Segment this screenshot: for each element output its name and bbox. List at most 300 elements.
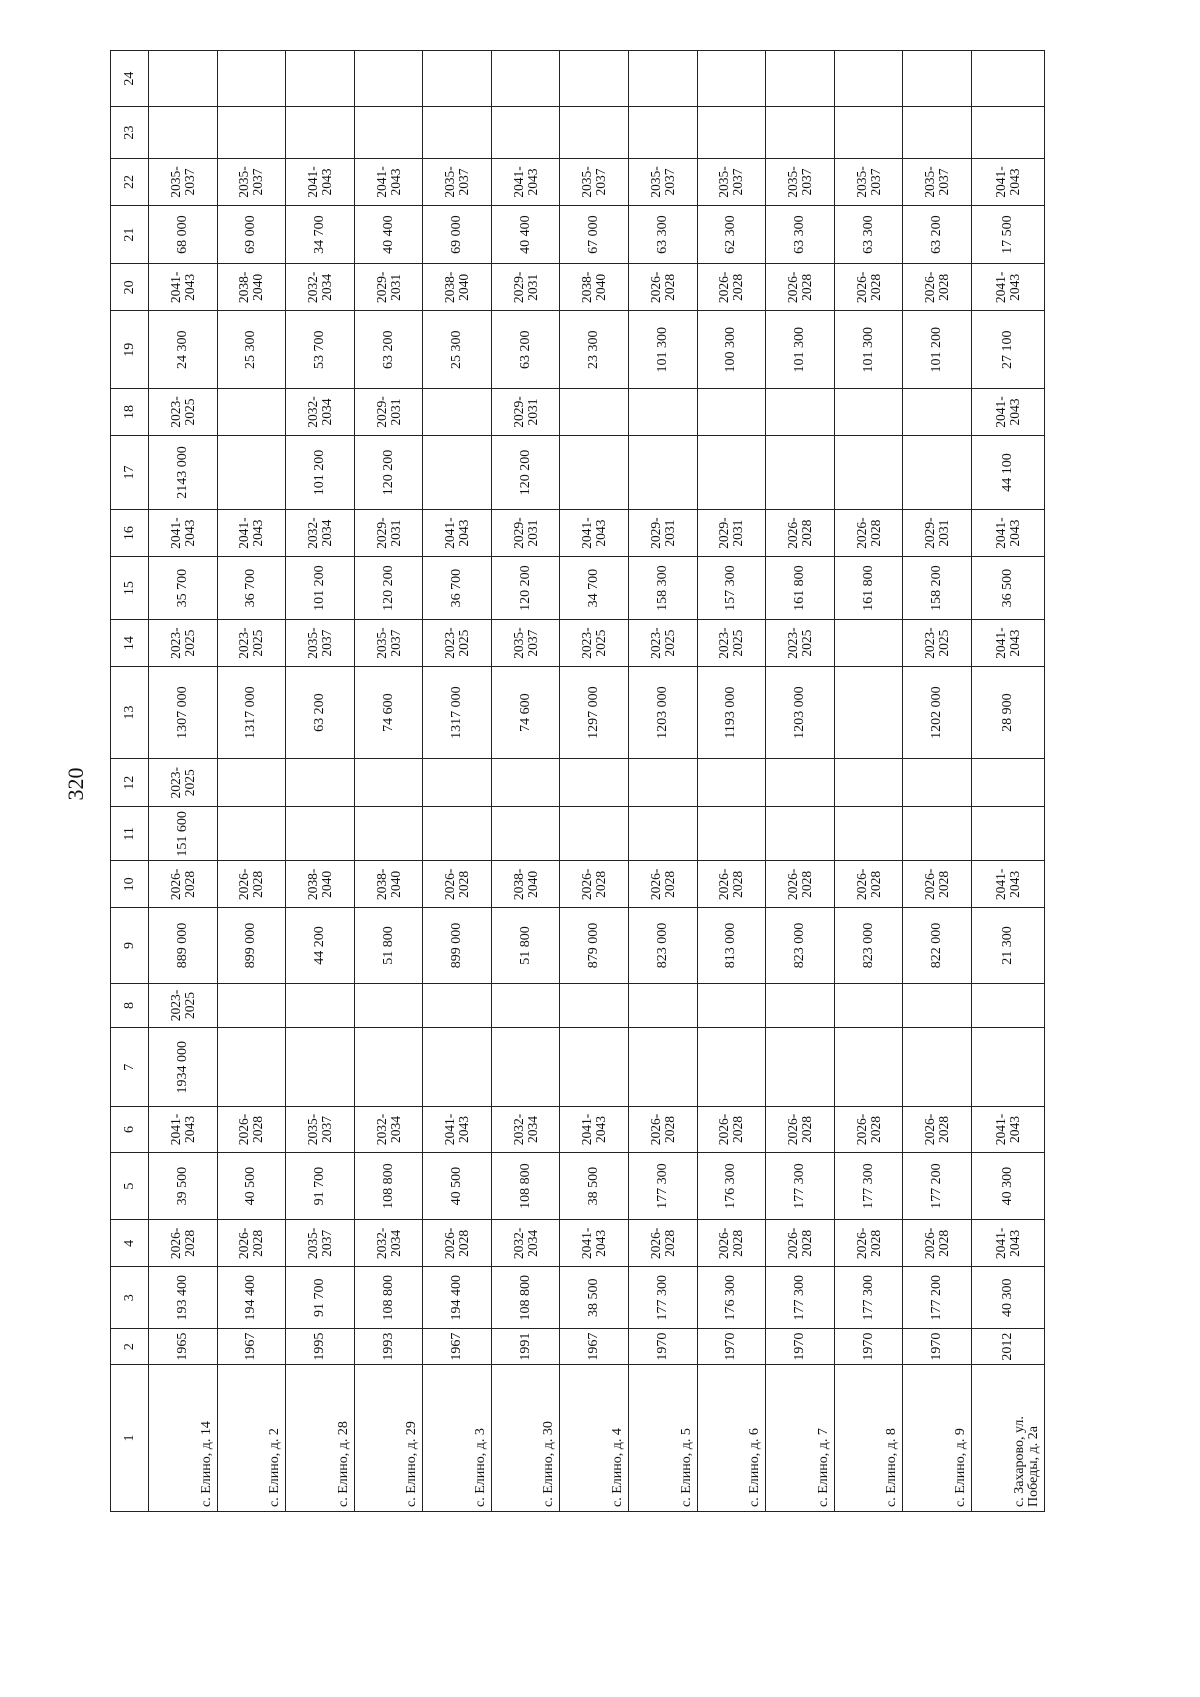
- table-cell: 161 800: [834, 557, 903, 620]
- table-cell: 194 400: [423, 1267, 492, 1329]
- table-cell: [286, 1028, 355, 1107]
- address-cell: с. Елино, д. 8: [834, 1365, 903, 1512]
- address-cell: с. Елино, д. 3: [423, 1365, 492, 1512]
- table-cell: 2035- 2037: [423, 158, 492, 205]
- table-cell: [697, 388, 766, 435]
- table-cell: 2038- 2040: [217, 264, 286, 311]
- table-cell: [286, 983, 355, 1028]
- table-cell: [834, 983, 903, 1028]
- table-cell: 74 600: [491, 667, 560, 759]
- table-cell: [697, 51, 766, 107]
- table-cell: [697, 107, 766, 159]
- table-cell: 2026- 2028: [697, 264, 766, 311]
- table-cell: [217, 51, 286, 107]
- table-cell: [560, 983, 629, 1028]
- table-cell: 91 700: [286, 1267, 355, 1329]
- table-cell: 38 500: [560, 1152, 629, 1219]
- table-cell: 2041- 2043: [560, 1106, 629, 1152]
- table-cell: 2029- 2031: [903, 510, 972, 557]
- table-cell: 2032- 2034: [286, 510, 355, 557]
- column-header-7: 7: [111, 1028, 149, 1107]
- table-cell: 40 300: [971, 1152, 1044, 1219]
- column-header-18: 18: [111, 388, 149, 435]
- table-cell: [629, 807, 698, 861]
- table-cell: [903, 51, 972, 107]
- table-cell: 2035- 2037: [491, 620, 560, 667]
- table-cell: 2026- 2028: [149, 1220, 218, 1267]
- table-cell: 2026- 2028: [697, 861, 766, 908]
- table-row: [491, 51, 560, 1512]
- table-cell: [217, 807, 286, 861]
- table-cell: 2041- 2043: [149, 510, 218, 557]
- table-cell: 51 800: [354, 908, 423, 983]
- table-cell: 63 200: [286, 667, 355, 759]
- table-cell: 2032- 2034: [354, 1106, 423, 1152]
- table-cell: 35 700: [149, 557, 218, 620]
- column-header-19: 19: [111, 311, 149, 388]
- table-cell: [423, 983, 492, 1028]
- table-cell: 101 300: [766, 311, 835, 388]
- table-cell: 823 000: [766, 908, 835, 983]
- table-cell: 2026- 2028: [697, 1106, 766, 1152]
- table-cell: [423, 388, 492, 435]
- table-cell: 2041- 2043: [971, 1106, 1044, 1152]
- table-cell: [286, 51, 355, 107]
- table-cell: [766, 1028, 835, 1107]
- table-row: [834, 51, 903, 1512]
- table-cell: 62 300: [697, 206, 766, 264]
- table-cell: [971, 51, 1044, 107]
- table-cell: 2023- 2025: [149, 759, 218, 807]
- table-cell: 2041- 2043: [971, 158, 1044, 205]
- table-cell: 2026- 2028: [834, 264, 903, 311]
- table-cell: 2041- 2043: [971, 510, 1044, 557]
- address-cell: с. Елино, д. 5: [629, 1365, 698, 1512]
- table-cell: 44 100: [971, 436, 1044, 510]
- table-cell: 39 500: [149, 1152, 218, 1219]
- table-row: [560, 51, 629, 1512]
- column-header-1: 1: [111, 1365, 149, 1512]
- column-header-9: 9: [111, 908, 149, 983]
- column-number-row: [111, 51, 149, 1512]
- table-cell: 2041- 2043: [971, 861, 1044, 908]
- table-cell: 1970: [903, 1329, 972, 1365]
- table-cell: 177 200: [903, 1267, 972, 1329]
- table-cell: 24 300: [149, 311, 218, 388]
- table-cell: [423, 759, 492, 807]
- table-cell: 2026- 2028: [629, 861, 698, 908]
- table-cell: 2143 000: [149, 436, 218, 510]
- table-cell: 36 500: [971, 557, 1044, 620]
- table-cell: 2029- 2031: [491, 388, 560, 435]
- table-cell: 2035- 2037: [697, 158, 766, 205]
- table-cell: 1934 000: [149, 1028, 218, 1107]
- table-cell: 2035- 2037: [766, 158, 835, 205]
- table-cell: 101 200: [286, 557, 355, 620]
- table-cell: 1967: [217, 1329, 286, 1365]
- column-header-3: 3: [111, 1267, 149, 1329]
- table-cell: 2041- 2043: [423, 1106, 492, 1152]
- table-cell: 101 300: [834, 311, 903, 388]
- table-cell: [354, 51, 423, 107]
- table-cell: 1991: [491, 1329, 560, 1365]
- table-cell: 63 200: [354, 311, 423, 388]
- table-cell: [629, 388, 698, 435]
- table-cell: 2026- 2028: [903, 264, 972, 311]
- table-cell: 193 400: [149, 1267, 218, 1329]
- table-cell: 1970: [629, 1329, 698, 1365]
- table-cell: [354, 107, 423, 159]
- table-cell: 2026- 2028: [560, 861, 629, 908]
- address-cell: с. Елино, д. 7: [766, 1365, 835, 1512]
- column-header-17: 17: [111, 436, 149, 510]
- table-cell: 157 300: [697, 557, 766, 620]
- table-cell: [354, 807, 423, 861]
- column-header-2: 2: [111, 1329, 149, 1365]
- table-cell: 889 000: [149, 908, 218, 983]
- table-cell: 1967: [423, 1329, 492, 1365]
- table-cell: 2026- 2028: [903, 1106, 972, 1152]
- table-cell: 40 500: [423, 1152, 492, 1219]
- table-cell: 2041- 2043: [491, 158, 560, 205]
- table-cell: 2023- 2025: [149, 983, 218, 1028]
- table-row: [766, 51, 835, 1512]
- table-cell: 38 500: [560, 1267, 629, 1329]
- column-header-22: 22: [111, 158, 149, 205]
- table-cell: [971, 759, 1044, 807]
- table-cell: 176 300: [697, 1152, 766, 1219]
- table-cell: 2023- 2025: [766, 620, 835, 667]
- table-cell: 74 600: [354, 667, 423, 759]
- table-cell: [629, 759, 698, 807]
- table-cell: 177 300: [629, 1152, 698, 1219]
- table-cell: 2026- 2028: [903, 861, 972, 908]
- address-cell: с. Елино, д. 30: [491, 1365, 560, 1512]
- table-cell: 2041- 2043: [217, 510, 286, 557]
- table-cell: 36 700: [217, 557, 286, 620]
- table-cell: [903, 436, 972, 510]
- table-cell: [629, 436, 698, 510]
- column-header-12: 12: [111, 759, 149, 807]
- table-cell: 158 200: [903, 557, 972, 620]
- table-cell: 1202 000: [903, 667, 972, 759]
- table-cell: [834, 51, 903, 107]
- table-cell: [286, 807, 355, 861]
- table-cell: 177 300: [766, 1267, 835, 1329]
- table-cell: 2041- 2043: [354, 158, 423, 205]
- table-cell: 2035- 2037: [834, 158, 903, 205]
- table-cell: 108 800: [354, 1152, 423, 1219]
- table-cell: 2035- 2037: [629, 158, 698, 205]
- table-cell: 2023- 2025: [697, 620, 766, 667]
- table-cell: [560, 807, 629, 861]
- table-cell: 2035- 2037: [903, 158, 972, 205]
- table-cell: 161 800: [766, 557, 835, 620]
- table-cell: [766, 436, 835, 510]
- table-cell: 176 300: [697, 1267, 766, 1329]
- table-cell: 2029- 2031: [354, 264, 423, 311]
- table-cell: 177 300: [766, 1152, 835, 1219]
- table-cell: [697, 1028, 766, 1107]
- table-cell: 2026- 2028: [834, 510, 903, 557]
- table-cell: 108 800: [491, 1267, 560, 1329]
- table-cell: [766, 983, 835, 1028]
- table-cell: [903, 807, 972, 861]
- column-header-4: 4: [111, 1220, 149, 1267]
- table-cell: [697, 807, 766, 861]
- table-cell: 2041- 2043: [286, 158, 355, 205]
- table-cell: 1995: [286, 1329, 355, 1365]
- table-cell: 2029- 2031: [697, 510, 766, 557]
- table-cell: 25 300: [217, 311, 286, 388]
- table-cell: 2041- 2043: [971, 264, 1044, 311]
- column-header-23: 23: [111, 107, 149, 159]
- table-cell: 1970: [697, 1329, 766, 1365]
- table-cell: [560, 436, 629, 510]
- table-cell: [560, 388, 629, 435]
- table-cell: 2029- 2031: [491, 264, 560, 311]
- table-cell: [903, 107, 972, 159]
- table-row: [149, 51, 218, 1512]
- table-cell: [149, 51, 218, 107]
- table-cell: [629, 51, 698, 107]
- table-cell: 2041- 2043: [971, 1220, 1044, 1267]
- table-cell: 120 200: [354, 557, 423, 620]
- column-header-13: 13: [111, 667, 149, 759]
- table-cell: 2029- 2031: [354, 388, 423, 435]
- table-cell: 2035- 2037: [286, 620, 355, 667]
- table-cell: 40 400: [354, 206, 423, 264]
- table-cell: [217, 983, 286, 1028]
- column-header-20: 20: [111, 264, 149, 311]
- table-cell: [491, 983, 560, 1028]
- table-cell: 2026- 2028: [766, 1106, 835, 1152]
- table-cell: 2029- 2031: [354, 510, 423, 557]
- table-cell: 1193 000: [697, 667, 766, 759]
- table-cell: 1970: [766, 1329, 835, 1365]
- table-row: [423, 51, 492, 1512]
- table-cell: 1307 000: [149, 667, 218, 759]
- table-cell: 1297 000: [560, 667, 629, 759]
- table-row: [286, 51, 355, 1512]
- column-header-10: 10: [111, 861, 149, 908]
- table-cell: 2023- 2025: [217, 620, 286, 667]
- column-header-24: 24: [111, 51, 149, 107]
- table-cell: 2026- 2028: [766, 1220, 835, 1267]
- table-cell: 63 300: [766, 206, 835, 264]
- table-cell: 2026- 2028: [217, 861, 286, 908]
- table-cell: 2041- 2043: [149, 264, 218, 311]
- column-header-11: 11: [111, 807, 149, 861]
- table-cell: 2038- 2040: [423, 264, 492, 311]
- table-cell: 36 700: [423, 557, 492, 620]
- address-cell: с. Захарово, ул. Победы, д. 2а: [971, 1365, 1044, 1512]
- table-cell: 51 800: [491, 908, 560, 983]
- table-cell: 108 800: [354, 1267, 423, 1329]
- table-cell: 2038- 2040: [354, 861, 423, 908]
- table-cell: 17 500: [971, 206, 1044, 264]
- table-cell: [423, 436, 492, 510]
- table-cell: [423, 51, 492, 107]
- table-cell: 40 300: [971, 1267, 1044, 1329]
- table-cell: 2041- 2043: [149, 1106, 218, 1152]
- table-cell: [834, 107, 903, 159]
- table-cell: [286, 759, 355, 807]
- table-body: [149, 51, 1045, 1512]
- table-cell: 823 000: [629, 908, 698, 983]
- table-cell: [217, 107, 286, 159]
- table-cell: [217, 388, 286, 435]
- table-cell: 2041- 2043: [560, 510, 629, 557]
- table-cell: [354, 759, 423, 807]
- table-cell: 91 700: [286, 1152, 355, 1219]
- table-cell: 63 300: [629, 206, 698, 264]
- table-cell: 34 700: [286, 206, 355, 264]
- table-cell: [697, 983, 766, 1028]
- table-cell: [834, 807, 903, 861]
- table-cell: 2026- 2028: [766, 861, 835, 908]
- table-cell: 2041- 2043: [423, 510, 492, 557]
- table-cell: 151 600: [149, 807, 218, 861]
- table-cell: [697, 759, 766, 807]
- table-cell: 2026- 2028: [766, 510, 835, 557]
- table-cell: 2023- 2025: [560, 620, 629, 667]
- table-cell: 2026- 2028: [629, 1220, 698, 1267]
- table-cell: [903, 759, 972, 807]
- table-cell: 34 700: [560, 557, 629, 620]
- table-cell: 2026- 2028: [903, 1220, 972, 1267]
- table-cell: 40 400: [491, 206, 560, 264]
- table-cell: [971, 807, 1044, 861]
- table-row: [697, 51, 766, 1512]
- table-cell: 2032- 2034: [491, 1106, 560, 1152]
- table-cell: [423, 107, 492, 159]
- table-cell: 1317 000: [423, 667, 492, 759]
- table-cell: 2035- 2037: [354, 620, 423, 667]
- table-cell: 101 200: [903, 311, 972, 388]
- table-cell: [629, 983, 698, 1028]
- table-row: [903, 51, 972, 1512]
- table-cell: 2026- 2028: [629, 264, 698, 311]
- table-cell: 2038- 2040: [286, 861, 355, 908]
- table-cell: 177 300: [834, 1267, 903, 1329]
- table-cell: 100 300: [697, 311, 766, 388]
- table-cell: [903, 388, 972, 435]
- table-cell: 23 300: [560, 311, 629, 388]
- column-header-6: 6: [111, 1106, 149, 1152]
- table-cell: 2026- 2028: [423, 861, 492, 908]
- table-cell: 2026- 2028: [766, 264, 835, 311]
- table-cell: [766, 107, 835, 159]
- table-cell: 120 200: [491, 557, 560, 620]
- table-cell: 101 200: [286, 436, 355, 510]
- table-cell: [971, 107, 1044, 159]
- table-cell: 823 000: [834, 908, 903, 983]
- table-cell: 2041- 2043: [560, 1220, 629, 1267]
- table-cell: 2032- 2034: [286, 264, 355, 311]
- column-header-16: 16: [111, 510, 149, 557]
- column-header-14: 14: [111, 620, 149, 667]
- table-cell: [423, 1028, 492, 1107]
- table-cell: 63 300: [834, 206, 903, 264]
- table-row: [354, 51, 423, 1512]
- table-cell: 899 000: [217, 908, 286, 983]
- table-cell: [423, 807, 492, 861]
- column-header-15: 15: [111, 557, 149, 620]
- table-cell: [834, 1028, 903, 1107]
- table-row: [217, 51, 286, 1512]
- table-cell: 2029- 2031: [491, 510, 560, 557]
- table-cell: 1203 000: [629, 667, 698, 759]
- table-cell: 822 000: [903, 908, 972, 983]
- table-cell: 2026- 2028: [149, 861, 218, 908]
- table-cell: 899 000: [423, 908, 492, 983]
- table-cell: 2023- 2025: [629, 620, 698, 667]
- table-cell: [766, 807, 835, 861]
- table-cell: [834, 388, 903, 435]
- table-cell: 2023- 2025: [149, 620, 218, 667]
- table-cell: [286, 107, 355, 159]
- table-cell: 177 300: [629, 1267, 698, 1329]
- rotated-table-container: [110, 50, 1045, 1512]
- table-cell: 2026- 2028: [629, 1106, 698, 1152]
- table-cell: 53 700: [286, 311, 355, 388]
- table-cell: 2035- 2037: [286, 1220, 355, 1267]
- table-cell: 2026- 2028: [834, 1220, 903, 1267]
- table-cell: 2026- 2028: [834, 861, 903, 908]
- table-cell: [560, 107, 629, 159]
- table-cell: 158 300: [629, 557, 698, 620]
- column-header-5: 5: [111, 1152, 149, 1219]
- table-cell: [903, 983, 972, 1028]
- table-cell: 2035- 2037: [560, 158, 629, 205]
- table-cell: 67 000: [560, 206, 629, 264]
- table-cell: 44 200: [286, 908, 355, 983]
- table-cell: [766, 759, 835, 807]
- table-cell: [491, 51, 560, 107]
- table-cell: [217, 1028, 286, 1107]
- column-header-21: 21: [111, 206, 149, 264]
- table-cell: [560, 759, 629, 807]
- table-cell: 2038- 2040: [491, 861, 560, 908]
- table-cell: [971, 1028, 1044, 1107]
- table-cell: 177 300: [834, 1152, 903, 1219]
- address-cell: с. Елино, д. 4: [560, 1365, 629, 1512]
- table-cell: [354, 1028, 423, 1107]
- table-cell: 69 000: [423, 206, 492, 264]
- table-cell: 120 200: [354, 436, 423, 510]
- table-cell: 1203 000: [766, 667, 835, 759]
- table-cell: 1965: [149, 1329, 218, 1365]
- table-cell: 21 300: [971, 908, 1044, 983]
- table-cell: [697, 436, 766, 510]
- table-cell: 2032- 2034: [354, 1220, 423, 1267]
- table-cell: 2035- 2037: [149, 158, 218, 205]
- table-cell: 2038- 2040: [560, 264, 629, 311]
- table-cell: 2029- 2031: [629, 510, 698, 557]
- table-cell: 879 000: [560, 908, 629, 983]
- table-cell: 2012: [971, 1329, 1044, 1365]
- table-cell: [766, 388, 835, 435]
- table-cell: [903, 1028, 972, 1107]
- table-row: [629, 51, 698, 1512]
- page-number: 320: [63, 767, 88, 801]
- table-cell: [491, 807, 560, 861]
- table-cell: 68 000: [149, 206, 218, 264]
- table-cell: 2035- 2037: [286, 1106, 355, 1152]
- table-cell: [834, 667, 903, 759]
- table-cell: [834, 436, 903, 510]
